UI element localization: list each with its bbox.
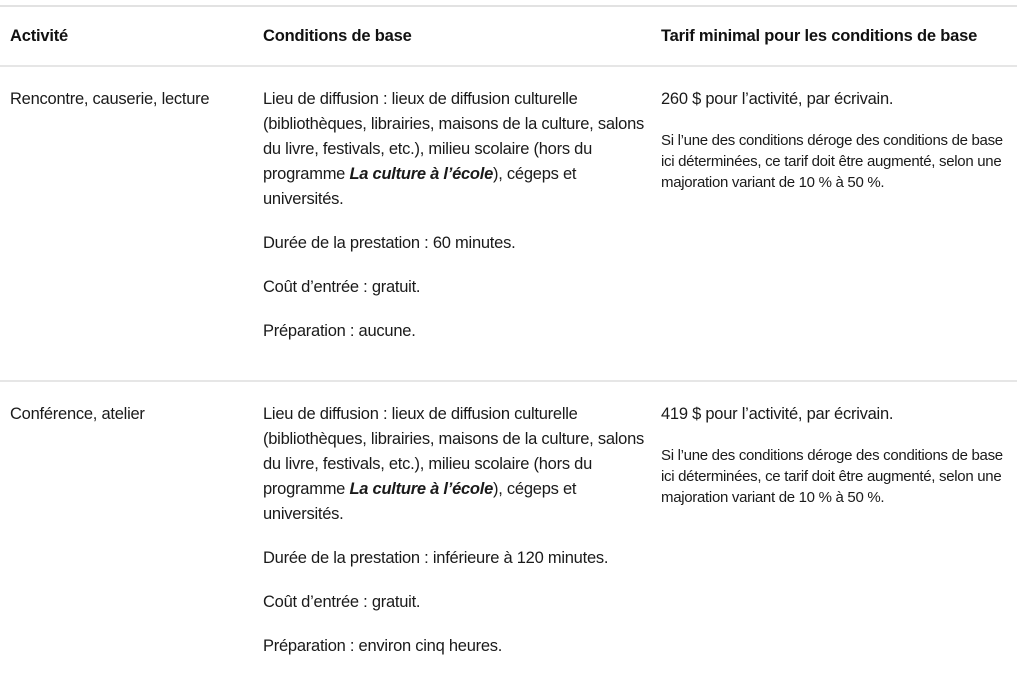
header-rate: Tarif minimal pour les conditions de base (661, 27, 978, 45)
condition-preparation: Préparation : environ cinq heures. (263, 637, 503, 655)
condition-lieu (263, 402, 651, 527)
condition-preparation: Préparation : aucune. (263, 322, 416, 340)
conditions-cell (253, 67, 651, 380)
table-row (0, 67, 1017, 382)
condition-cout: Coût d’entrée : gratuit. (263, 593, 421, 611)
table-row (0, 382, 1017, 694)
lieu-text-end: ), cégeps et universités. (263, 165, 577, 208)
activity-cell: Rencontre, causerie, lecture (10, 90, 210, 108)
lieu-text: Lieu de diffusion : lieux de diffusion culturelle (bibliothèques, librairies, maisons de la culture, salons du livre, festivals, etc.), milieu scolaire (hors du programme (263, 90, 645, 183)
condition-duree: Durée de la prestation : 60 minutes. (263, 234, 516, 252)
table-header-row (0, 7, 1017, 67)
rate-cell (651, 67, 1017, 380)
rates-table (0, 5, 1017, 694)
rate-cell (651, 382, 1017, 694)
rate-note: Si l’une des conditions déroge des conditions de base ici déterminées, ce tarif doit être augmenté, selon une majoration variant de 10 % à 50 %. (661, 447, 1003, 506)
conditions-cell (253, 382, 651, 694)
condition-duree: Durée de la prestation : inférieure à 120 minutes. (263, 549, 609, 567)
header-conditions: Conditions de base (263, 27, 412, 45)
rate-note: Si l’une des conditions déroge des conditions de base ici déterminées, ce tarif doit être augmenté, selon une majoration variant de 10 % à 50 %. (661, 132, 1003, 191)
condition-cout: Coût d’entrée : gratuit. (263, 278, 421, 296)
program-name: La culture à l’école (349, 480, 494, 498)
lieu-text: Lieu de diffusion : lieux de diffusion culturelle (bibliothèques, librairies, maisons de la culture, salons du livre, festivals, etc.), milieu scolaire (hors du programme (263, 405, 645, 498)
rate-amount: 419 $ pour l’activité, par écrivain. (661, 405, 894, 423)
rate-amount: 260 $ pour l’activité, par écrivain. (661, 90, 894, 108)
lieu-text-end: ), cégeps et universités. (263, 480, 577, 523)
header-activity: Activité (10, 27, 69, 45)
condition-lieu (263, 87, 651, 212)
program-name: La culture à l’école (349, 165, 494, 183)
activity-cell: Conférence, atelier (10, 405, 145, 423)
